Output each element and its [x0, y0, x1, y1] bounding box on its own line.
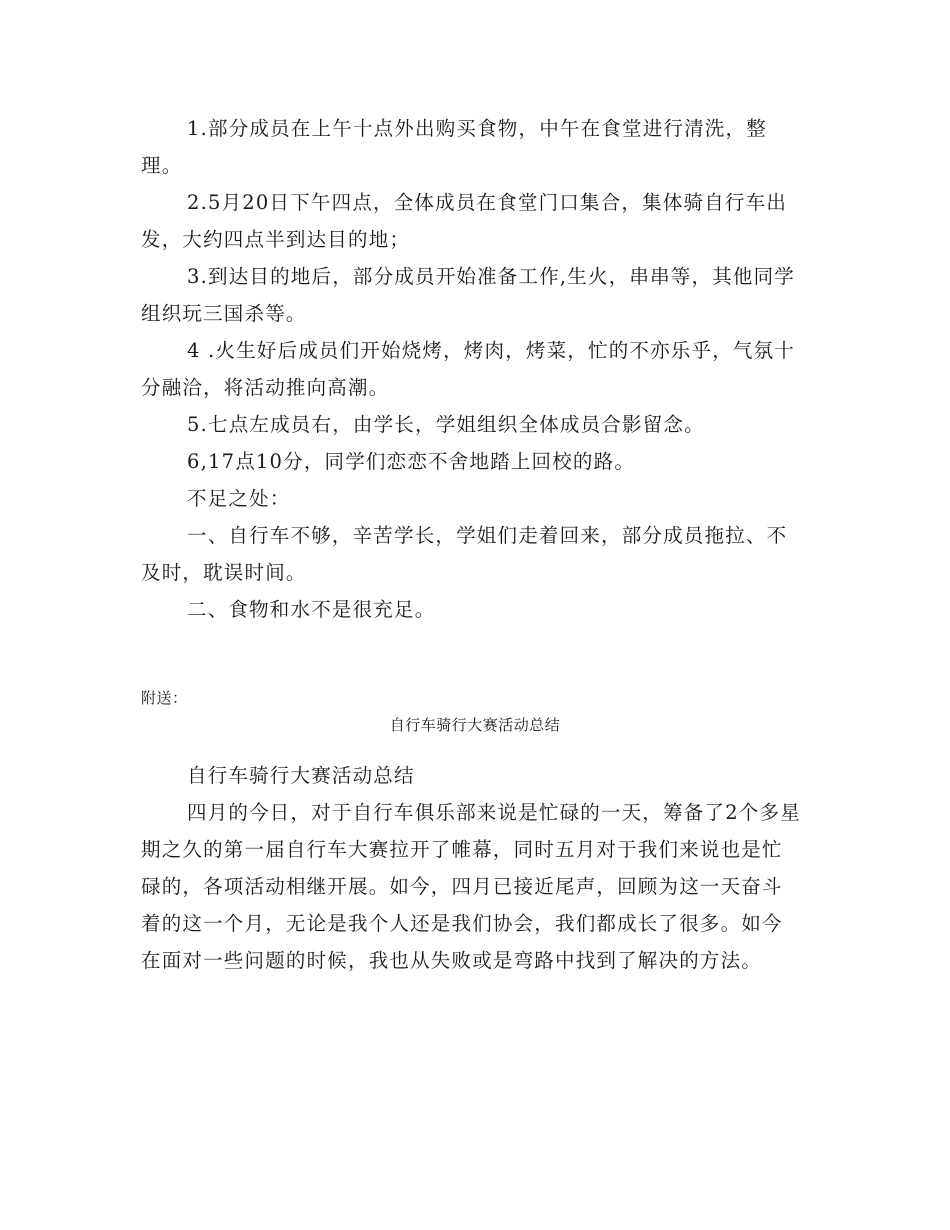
activity-process-section [141, 110, 801, 628]
process-step-2: 2.5月20日下午四点，全体成员在食堂门口集合，集体骑自行车出发，大约四点半到达目的地； [141, 191, 788, 251]
shortcoming-2: 二、食物和水不是很充足。 [187, 598, 436, 621]
shortcoming-1: 一、自行车不够，辛苦学长，学姐们走着回来，部分成员拖拉、不及时，耽误时间。 [141, 524, 788, 584]
appendix-subtitle: 自行车骑行大赛活动总结 [187, 764, 415, 787]
appendix-label: 附送： [141, 689, 188, 707]
process-step-6: 6,17点10分，同学们恋恋不舍地踏上回校的路。 [187, 450, 636, 473]
appendix-title: 自行车骑行大赛活动总结 [389, 716, 561, 734]
appendix-body [141, 757, 801, 979]
shortcomings-heading: 不足之处： [187, 487, 291, 510]
process-step-5: 5.七点左成员右，由学长，学姐组织全体成员合影留念。 [187, 413, 705, 436]
process-step-4: 4 .火生好后成员们开始烧烤，烤肉，烤菜，忙的不亦乐乎，气氛十分融洽，将活动推向高潮。 [141, 339, 796, 399]
process-step-3: 3.到达目的地后，部分成员开始准备工作,生火，串串等，其他同学组织玩三国杀等。 [141, 265, 796, 325]
appendix-paragraph: 四月的今日，对于自行车俱乐部来说是忙碌的一天，筹备了2个多星期之久的第一届自行车大赛拉开了帷幕，同时五月对于我们来说也是忙碌的，各项活动相继开展。如今，四月已接近尾声，回顾为这一天奋斗着的这一个月，无论是我个人还是我们协会，我们都成长了很多。如今在面对一些问题的时候，我也从失败或是弯路中找到了解决的方法。 [141, 801, 801, 972]
process-step-1: 1.部分成员在上午十点外出购买食物，中午在食堂进行清洗，整理。 [141, 117, 767, 177]
